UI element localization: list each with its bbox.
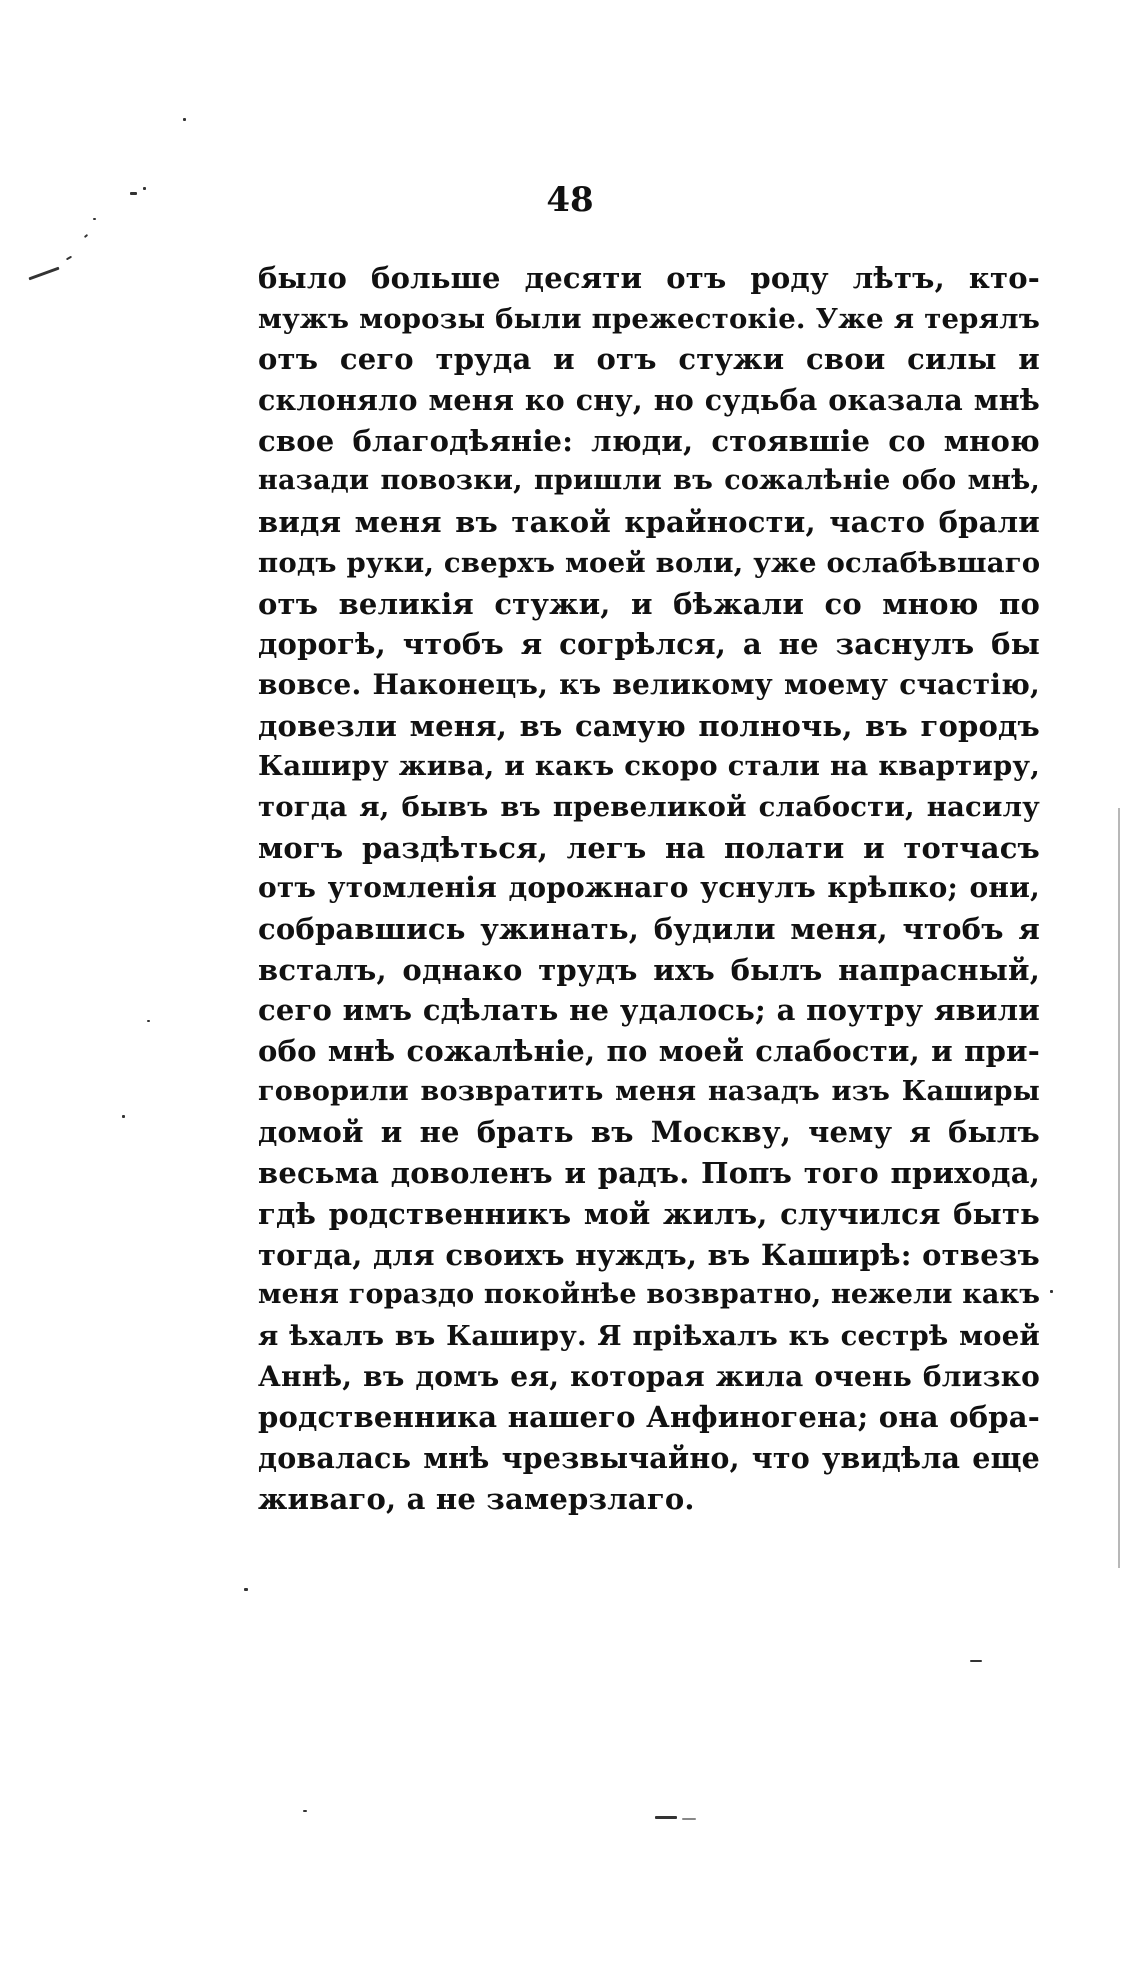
text-line: я ѣхалъ въ Каширу. Я пріѣхалъ къ сестрѣ моей <box>258 1319 1040 1352</box>
scan-speck <box>183 118 186 121</box>
text-line: весьма доволенъ и радъ. Попъ того прихода, <box>258 1156 1040 1191</box>
text-line: могъ раздѣться, легъ на полати и тотчасъ <box>258 830 1040 865</box>
page-binding-shadow <box>1118 808 1120 1568</box>
text-line: всталъ, однако трудъ ихъ былъ напрасный, <box>258 952 1040 987</box>
text-line: склоняло меня ко сну, но судьба оказала мнѣ <box>258 383 1040 418</box>
text-line: назади повозки, пришли въ сожалѣніе обо мнѣ, <box>258 465 1040 497</box>
page-number: 48 <box>546 180 594 220</box>
text-line: домой и не брать въ Москву, чему я былъ <box>258 1115 1040 1150</box>
scan-speck <box>122 1115 125 1118</box>
scan-speck <box>682 1818 696 1820</box>
text-line: обо мнѣ сожалѣніе, по моей слабости, и при- <box>258 1034 1040 1069</box>
text-line: довезли меня, въ самую полночь, въ городъ <box>258 708 1040 743</box>
scan-speck <box>147 1020 150 1022</box>
text-line: было больше десяти отъ роду лѣтъ, кто- <box>258 261 1040 295</box>
scan-speck <box>1050 1290 1053 1293</box>
text-line: отъ утомленія дорожнаго уснулъ крѣпко; они, <box>258 871 1040 905</box>
text-line: вовсе. Наконецъ, къ великому моему счастію, <box>258 667 1040 701</box>
text-line: говорили возвратить меня назадъ изъ Каширы <box>258 1075 1040 1107</box>
text-line: гдѣ родственникъ мой жилъ, случился быть <box>258 1196 1040 1231</box>
text-line: Каширу жива, и какъ скоро стали на квартиру, <box>258 750 1040 783</box>
text-line: дорогѣ, чтобъ я согрѣлся, а не заснулъ бы <box>258 627 1040 662</box>
text-line: отъ великія стужи, и бѣжали со мною по <box>258 586 1040 621</box>
scan-speck <box>244 1588 248 1591</box>
text-line: меня гораздо покойнѣе возвратно, нежели какъ <box>258 1279 1041 1311</box>
scan-speck <box>970 1660 982 1662</box>
text-line: довалась мнѣ чрезвычайно, что увидѣла еще <box>258 1440 1040 1475</box>
text-line: родственника нашего Анфиногена; она обра- <box>258 1400 1040 1435</box>
text-line: сего имъ сдѣлать не удалось; а поутру явили <box>258 993 1040 1028</box>
text-line: тогда я, бывъ въ превеликой слабости, насилу <box>258 790 1040 823</box>
text-line: подъ руки, сверхъ моей воли, уже ослабѣвшаго <box>258 546 1041 579</box>
text-line: Аннѣ, въ домъ ея, которая жила очень близко <box>258 1359 1040 1393</box>
text-line: отъ сего труда и отъ стужи свои силы и <box>258 342 1040 377</box>
text-line: мужъ морозы были прежестокіе. Уже я терялъ <box>258 302 1040 335</box>
scan-speck <box>28 267 59 281</box>
text-line: свое благодѣяніе: люди, стоявшіе со мною <box>258 423 1040 458</box>
text-line: тогда, для своихъ нуждъ, въ Каширѣ: отвезъ <box>258 1237 1040 1272</box>
text-line: живаго, а не замерзлаго. <box>258 1481 695 1516</box>
body-text <box>258 258 1040 1519</box>
text-line: собравшись ужинать, будили меня, чтобъ я <box>258 912 1040 946</box>
scan-speck <box>66 256 72 261</box>
scan-speck <box>84 234 88 238</box>
scan-speck <box>303 1810 307 1812</box>
scan-speck <box>655 1816 677 1819</box>
text-line: видя меня въ такой крайности, часто брали <box>258 505 1040 540</box>
